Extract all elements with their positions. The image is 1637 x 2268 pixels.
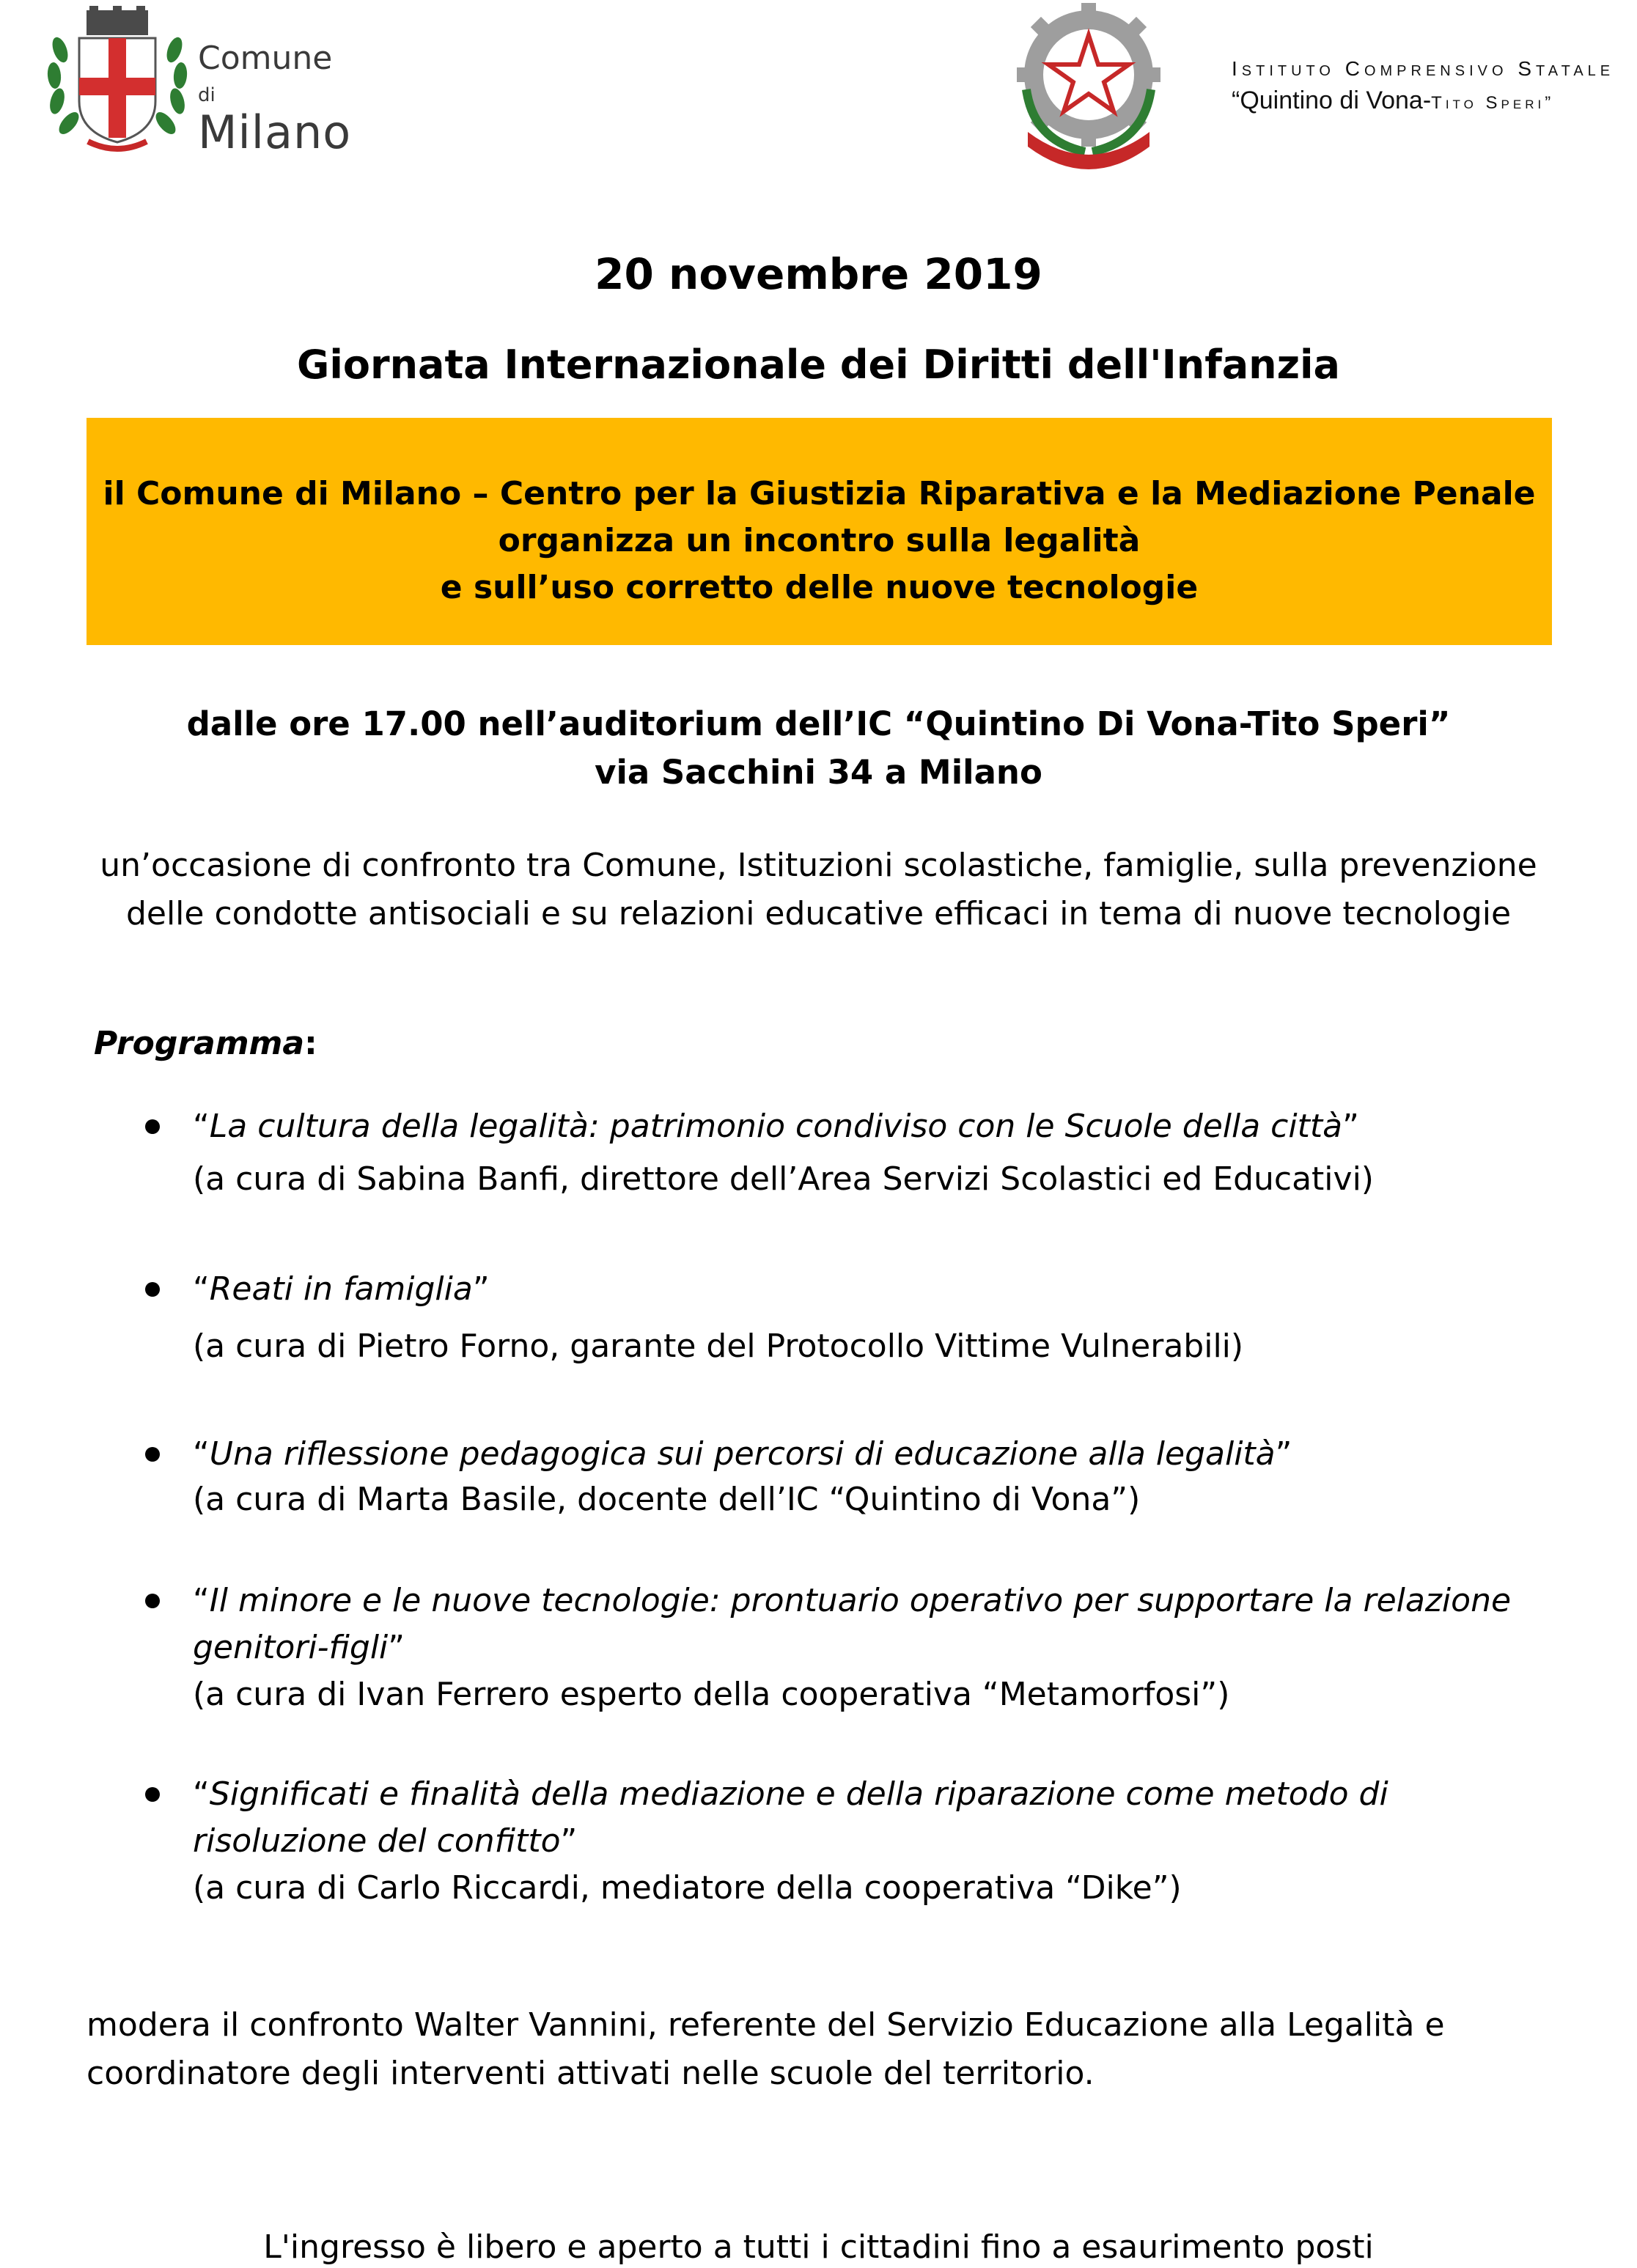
talk-title: “Significati e finalità della mediazione e della riparazione come metodo di risoluzione del confitto” <box>193 1775 1388 1860</box>
bullet-icon <box>145 1282 160 1297</box>
talk-title: “Reati in famiglia” <box>193 1270 490 1308</box>
banner-line-2: organizza un incontro sulla legalità <box>498 522 1141 559</box>
event-address: via Sacchini 34 a Milano <box>595 753 1042 792</box>
banner-line-3: e sull’uso corretto delle nuove tecnologie <box>440 569 1199 606</box>
talk-title: “Una riflessione pedagogica sui percorsi di educazione alla legalità” <box>193 1435 1292 1473</box>
banner-line-1: il Comune di Milano – Centro per la Giustizia Riparativa e la Mediazione Penale <box>103 475 1536 512</box>
talk-speaker: (a cura di Pietro Forno, garante del Protocollo Vittime Vulnerabili) <box>193 1328 1244 1365</box>
event-time-venue: dalle ore 17.00 nell’auditorium dell’IC “Quintino Di Vona-Tito Speri” <box>186 704 1451 743</box>
moderator-line-2: coordinatore degli interventi attivati nelle scuole del territorio. <box>87 2055 1095 2092</box>
program-heading: Programma: <box>94 1025 317 1062</box>
event-location <box>0 700 1637 797</box>
repubblica-italiana-emblem <box>1012 1 1166 172</box>
bullet-icon <box>145 1119 160 1134</box>
talk-speaker: (a cura di Ivan Ferrero esperto della cooperativa “Metamorfosi”) <box>193 1676 1230 1713</box>
talk-speaker: (a cura di Sabina Banfi, direttore dell’Area Servizi Scolastici ed Educativi) <box>193 1160 1374 1198</box>
event-description <box>0 842 1637 938</box>
bullet-icon <box>145 1447 160 1462</box>
school-name: “Quintino di Vona-Tito Speri” <box>1232 86 1555 114</box>
school-header <box>1232 57 1627 115</box>
event-title: Giornata Internazionale dei Diritti dell'Infanzia <box>297 342 1340 388</box>
moderator-note <box>87 2001 1567 2098</box>
entrance-note: L'ingresso è libero e aperto a tutti i cittadini fino a esaurimento posti <box>263 2228 1374 2266</box>
bullet-icon <box>145 1787 160 1802</box>
talk-title: “La cultura della legalità: patrimonio condiviso con le Scuole della città” <box>193 1108 1359 1145</box>
talk-speaker: (a cura di Marta Basile, docente dell’IC “Quintino di Vona”) <box>193 1481 1141 1518</box>
moderator-line-1: modera il confronto Walter Vannini, referente del Servizio Educazione alla Legalità e <box>87 2006 1445 2044</box>
comune-milano-logo <box>44 6 352 160</box>
emblem-star-icon <box>1012 1 1166 172</box>
intro-line-1: un’occasione di confronto tra Comune, Istituzioni scolastiche, famiglie, sulla prevenzione <box>100 847 1537 884</box>
talk-speaker: (a cura di Carlo Riccardi, mediatore della cooperativa “Dike”) <box>193 1869 1182 1907</box>
talk-title: “Il minore e le nuove tecnologie: prontuario operativo per supportare la relazione genitori-figli” <box>193 1582 1512 1666</box>
milano-crest-icon <box>44 6 191 160</box>
event-date: 20 novembre 2019 <box>595 249 1042 299</box>
intro-line-2: delle condotte antisociali e su relazioni educative efficaci in tema di nuove tecnologie <box>125 895 1512 932</box>
milano-logo-text: Comune di Milano <box>198 40 352 159</box>
organizer-banner <box>87 418 1552 645</box>
bullet-icon <box>145 1594 160 1608</box>
school-type: Istituto Comprensivo Statale <box>1232 57 1615 80</box>
